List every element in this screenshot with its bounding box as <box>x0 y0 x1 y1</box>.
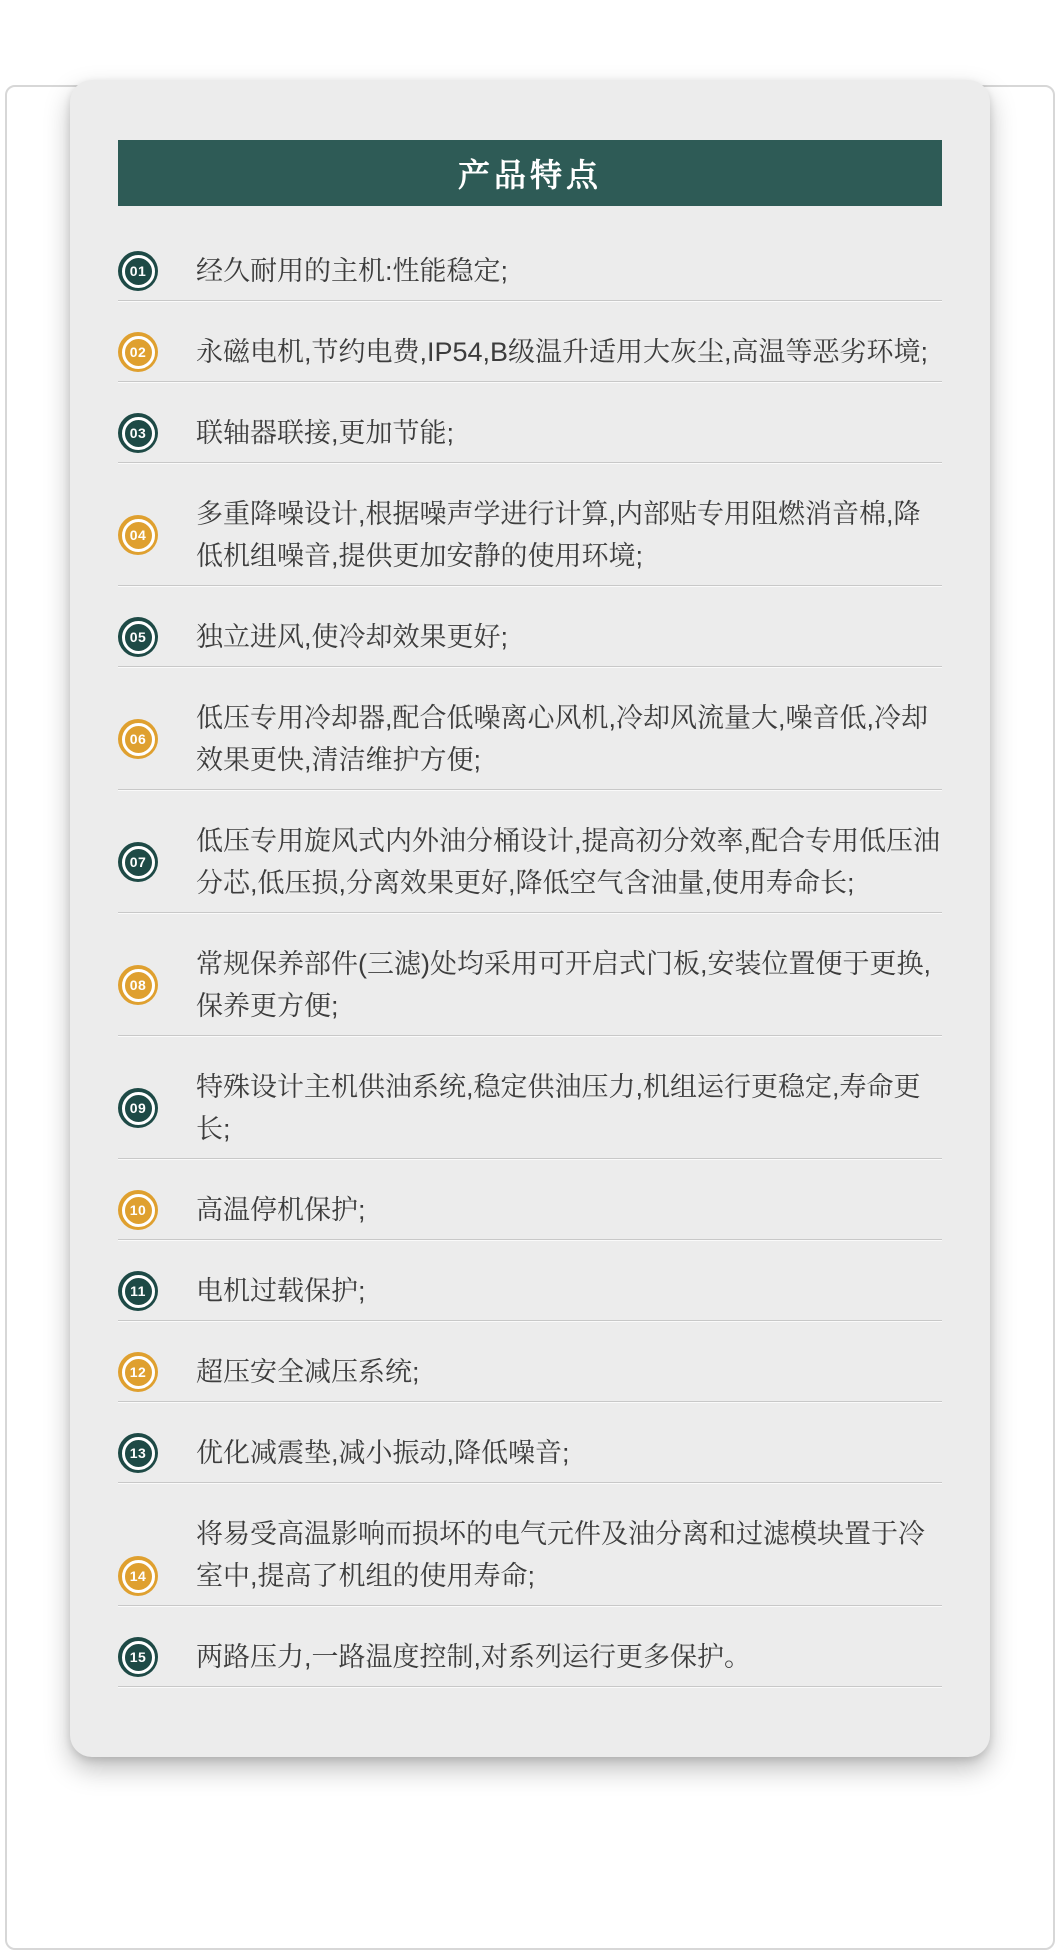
feature-number: 06 <box>122 723 155 756</box>
feature-number-badge <box>118 515 158 555</box>
feature-item <box>118 1159 942 1240</box>
feature-text: 超压安全减压系统; <box>196 1357 420 1387</box>
feature-text: 低压专用冷却器,配合低噪离心风机,冷却风流量大,噪音低,冷却效果更快,清洁维护方便; <box>196 703 929 775</box>
feature-item <box>118 1036 942 1159</box>
feature-text: 高温停机保护; <box>196 1195 366 1225</box>
feature-number-badge <box>118 842 158 882</box>
feature-item <box>118 301 942 382</box>
feature-text: 两路压力,一路温度控制,对系列运行更多保护。 <box>196 1642 752 1672</box>
feature-text: 特殊设计主机供油系统,稳定供油压力,机组运行更稳定,寿命更长; <box>196 1072 921 1144</box>
feature-text: 多重降噪设计,根据噪声学进行计算,内部贴专用阻燃消音棉,降低机组噪音,提供更加安静的使用环境; <box>196 499 921 571</box>
feature-text: 电机过载保护; <box>196 1276 366 1306</box>
feature-number: 15 <box>122 1641 155 1674</box>
feature-number: 05 <box>122 621 155 654</box>
feature-text: 优化减震垫,减小振动,降低噪音; <box>196 1438 570 1468</box>
feature-number: 03 <box>122 417 155 450</box>
feature-number-badge <box>118 1433 158 1473</box>
feature-item <box>118 220 942 301</box>
feature-item <box>118 667 942 790</box>
feature-number-badge <box>118 719 158 759</box>
section-title: 产品特点 <box>457 157 602 193</box>
feature-item <box>118 1402 942 1483</box>
feature-number: 11 <box>122 1275 155 1308</box>
features-card <box>70 80 990 1757</box>
feature-item <box>118 1321 942 1402</box>
feature-item <box>118 1606 942 1687</box>
feature-text: 低压专用旋风式内外油分桶设计,提高初分效率,配合专用低压油分芯,低压损,分离效果更好,降低空气含油量,使用寿命长; <box>196 826 941 898</box>
feature-number-badge <box>118 1088 158 1128</box>
feature-item <box>118 913 942 1036</box>
feature-number-badge <box>118 1556 158 1596</box>
feature-number: 09 <box>122 1092 155 1125</box>
feature-text: 联轴器联接,更加节能; <box>196 418 455 448</box>
feature-number-badge <box>118 413 158 453</box>
feature-number: 12 <box>122 1356 155 1389</box>
feature-number-badge <box>118 251 158 291</box>
feature-number-badge <box>118 1190 158 1230</box>
feature-text: 常规保养部件(三滤)处均采用可开启式门板,安装位置便于更换,保养更方便; <box>196 949 931 1021</box>
feature-number-badge <box>118 965 158 1005</box>
feature-number: 13 <box>122 1437 155 1470</box>
feature-number-badge <box>118 1637 158 1677</box>
feature-item <box>118 586 942 667</box>
feature-number: 10 <box>122 1194 155 1227</box>
feature-number-badge <box>118 1352 158 1392</box>
feature-number: 08 <box>122 969 155 1002</box>
features-list <box>118 206 942 1687</box>
feature-item <box>118 790 942 913</box>
section-header <box>118 140 942 206</box>
feature-number-badge <box>118 617 158 657</box>
feature-item <box>118 382 942 463</box>
feature-number-badge <box>118 332 158 372</box>
feature-number: 01 <box>122 255 155 288</box>
feature-number: 04 <box>122 519 155 552</box>
feature-number: 07 <box>122 846 155 879</box>
feature-number: 02 <box>122 336 155 369</box>
feature-text: 将易受高温影响而损坏的电气元件及油分离和过滤模块置于冷室中,提高了机组的使用寿命; <box>196 1519 925 1591</box>
feature-text: 永磁电机,节约电费,IP54,B级温升适用大灰尘,高温等恶劣环境; <box>196 337 929 367</box>
feature-item <box>118 1240 942 1321</box>
feature-item <box>118 463 942 586</box>
feature-number: 14 <box>122 1560 155 1593</box>
feature-item <box>118 1483 942 1606</box>
feature-number-badge <box>118 1271 158 1311</box>
feature-text: 经久耐用的主机:性能稳定; <box>196 256 509 286</box>
feature-text: 独立进风,使冷却效果更好; <box>196 622 509 652</box>
